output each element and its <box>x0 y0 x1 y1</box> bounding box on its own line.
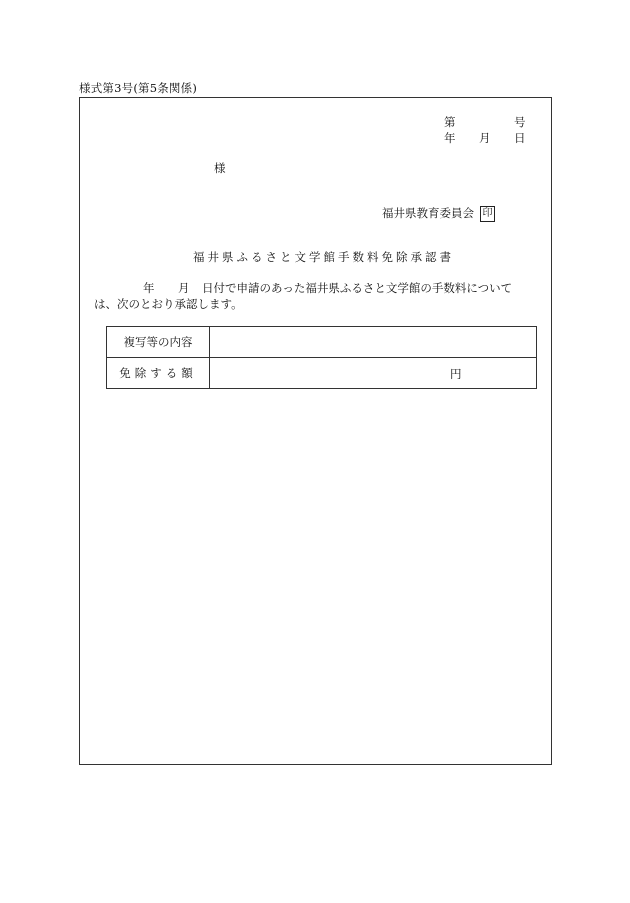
row-label-content: 複写等の内容 <box>107 327 210 358</box>
recipient-honorific: 様 <box>214 161 226 175</box>
form-label: 様式第3号(第5条関係) <box>79 81 198 95</box>
number-suffix: 号 <box>514 115 526 129</box>
table-row <box>107 327 537 358</box>
seal-stamp: 印 <box>480 206 495 222</box>
body-line1: 日付で申請のあった福井県ふるさと文学館の手数料について <box>202 281 513 295</box>
row-value-amount <box>210 358 537 389</box>
body-year: 年 <box>143 281 155 295</box>
row-label-amount: 免除する額 <box>107 358 210 389</box>
issuer-name: 福井県教育委員会 <box>382 206 474 220</box>
body-line2: は、次のとおり承認します。 <box>94 297 243 311</box>
row-value-content <box>210 327 537 358</box>
date-year: 年 <box>444 131 456 145</box>
issuer-block <box>382 205 495 222</box>
body-month: 月 <box>178 281 190 295</box>
date-day: 日 <box>514 131 526 145</box>
document-title: 福井県ふるさと文学館手数料免除承認書 <box>193 250 454 264</box>
table-row <box>107 358 537 389</box>
document-frame <box>79 97 552 765</box>
details-table <box>106 326 537 389</box>
date-month: 月 <box>479 131 491 145</box>
number-prefix: 第 <box>444 115 456 129</box>
yen-unit: 円 <box>450 367 462 381</box>
